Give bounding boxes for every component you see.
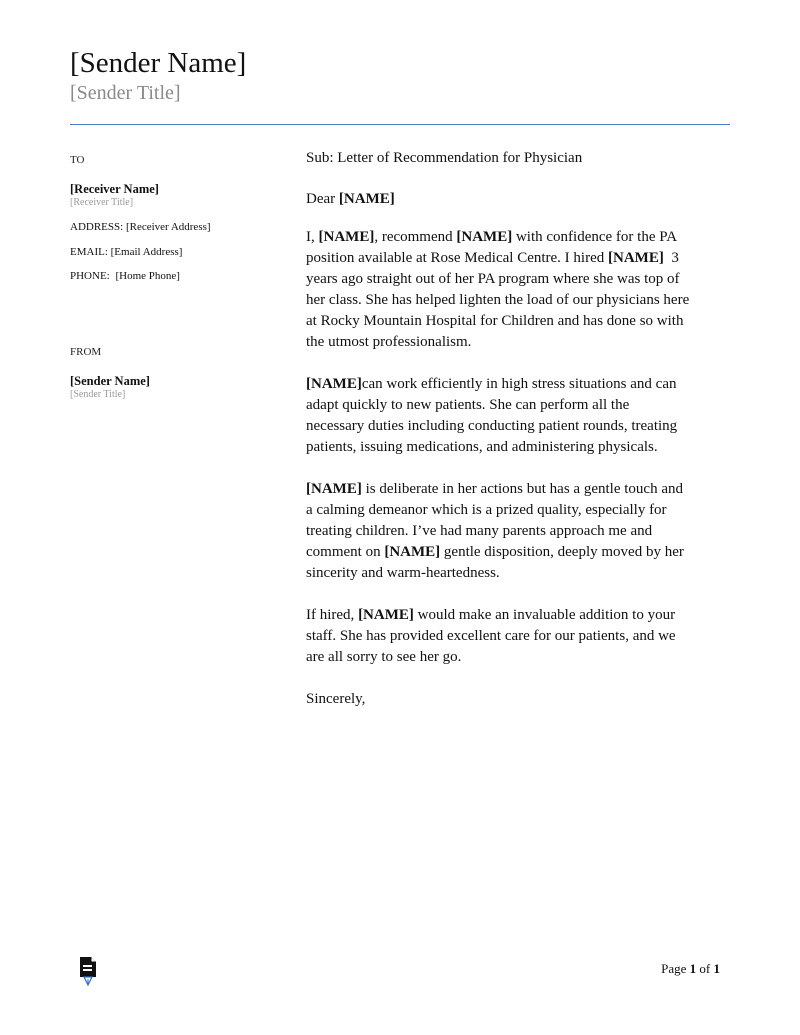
text-run: with confidence for the PA xyxy=(512,229,678,245)
name-placeholder: [NAME] xyxy=(306,481,362,497)
name-placeholder: [NAME] xyxy=(456,229,513,245)
pen-document-logo-icon xyxy=(78,956,98,988)
address-label: ADDRESS: xyxy=(70,221,124,233)
text-run: comment on xyxy=(306,544,385,560)
paragraph-line xyxy=(306,542,736,563)
sender-name-heading: [Sender Name] xyxy=(70,47,247,79)
page-of: of xyxy=(696,961,714,976)
text-run: would make an invaluable addition to your xyxy=(413,607,676,623)
salutation-prefix: Dear xyxy=(306,191,339,207)
text-run: position available at Rose Medical Centre. I hired xyxy=(306,250,608,266)
receiver-name: [Receiver Name] xyxy=(70,182,159,196)
receiver-title: [Receiver Title] xyxy=(70,197,134,208)
phone-label: PHONE: xyxy=(70,270,110,282)
phone-value: [Home Phone] xyxy=(115,270,180,282)
paragraph-line xyxy=(306,479,736,500)
sender-title-heading: [Sender Title] xyxy=(70,82,181,104)
address-value: [Receiver Address] xyxy=(125,221,211,233)
to-label: TO xyxy=(70,154,85,166)
paragraph-line: sincerity and warm-heartedness. xyxy=(306,565,500,581)
paragraph-line: years ago straight out of her PA program where she was top of xyxy=(306,271,680,287)
text-run: If hired, xyxy=(306,607,359,623)
letter-salutation xyxy=(306,189,736,210)
letter-paragraph-4 xyxy=(306,605,736,668)
receiver-email xyxy=(70,245,290,259)
receiver-address xyxy=(70,220,290,234)
page-current: 1 xyxy=(689,961,697,976)
paragraph-line: staff. She has provided excellent care for our patients, and we xyxy=(306,628,676,644)
page-total: 1 xyxy=(713,961,720,976)
paragraph-line: treating children. I’ve had many parents approach me and xyxy=(306,523,653,539)
from-sender-name: [Sender Name] xyxy=(70,374,150,388)
header-divider xyxy=(70,124,730,125)
text-run: gentle disposition, deeply moved by her xyxy=(440,544,684,560)
paragraph-line: patients, issuing medications, and administering physicals. xyxy=(306,439,658,455)
name-placeholder: [NAME] xyxy=(318,229,375,245)
page-number xyxy=(661,961,720,977)
name-placeholder: [NAME] xyxy=(608,250,664,266)
letter-subject: Sub: Letter of Recommendation for Physician xyxy=(306,150,583,166)
letter-paragraph-1 xyxy=(306,227,736,353)
from-label: FROM xyxy=(70,346,102,358)
letter-paragraph-2 xyxy=(306,374,736,458)
paragraph-line: adapt quickly to new patients. She can perform all the xyxy=(306,397,630,413)
email-value: [Email Address] xyxy=(110,246,183,258)
page-prefix: Page xyxy=(661,961,690,976)
receiver-phone xyxy=(70,269,290,283)
paragraph-line xyxy=(306,248,736,269)
letter-body xyxy=(306,148,736,731)
name-placeholder: [NAME] xyxy=(384,544,441,560)
paragraph-line: at Rocky Mountain Hospital for Children and has done so with xyxy=(306,313,684,329)
from-sender-title: [Sender Title] xyxy=(70,389,126,400)
paragraph-line: her class. She has helped lighten the load of our physicians here xyxy=(306,292,690,308)
letter-closing: Sincerely, xyxy=(306,691,366,707)
name-placeholder: [NAME] xyxy=(306,376,362,392)
text-run: is deliberate in her actions but has a gentle touch and xyxy=(361,481,683,497)
paragraph-line xyxy=(306,227,736,248)
paragraph-line xyxy=(306,605,736,626)
text-run: 3 xyxy=(663,250,679,266)
paragraph-line: a calming demeanor which is a prized quality, especially for xyxy=(306,502,667,518)
text-run: can work efficiently in high stress situations and can xyxy=(361,376,677,392)
paragraph-line: necessary duties including conducting patient rounds, treating xyxy=(306,418,678,434)
email-label: EMAIL: xyxy=(70,246,108,258)
salutation-name: [NAME] xyxy=(338,191,395,207)
name-placeholder: [NAME] xyxy=(358,607,414,623)
paragraph-line xyxy=(306,374,736,395)
letter-paragraph-3 xyxy=(306,479,736,584)
text-run: , recommend xyxy=(374,229,457,245)
text-run: I, xyxy=(306,229,319,245)
paragraph-line: the utmost professionalism. xyxy=(306,334,472,350)
paragraph-line: are all sorry to see her go. xyxy=(306,649,462,665)
